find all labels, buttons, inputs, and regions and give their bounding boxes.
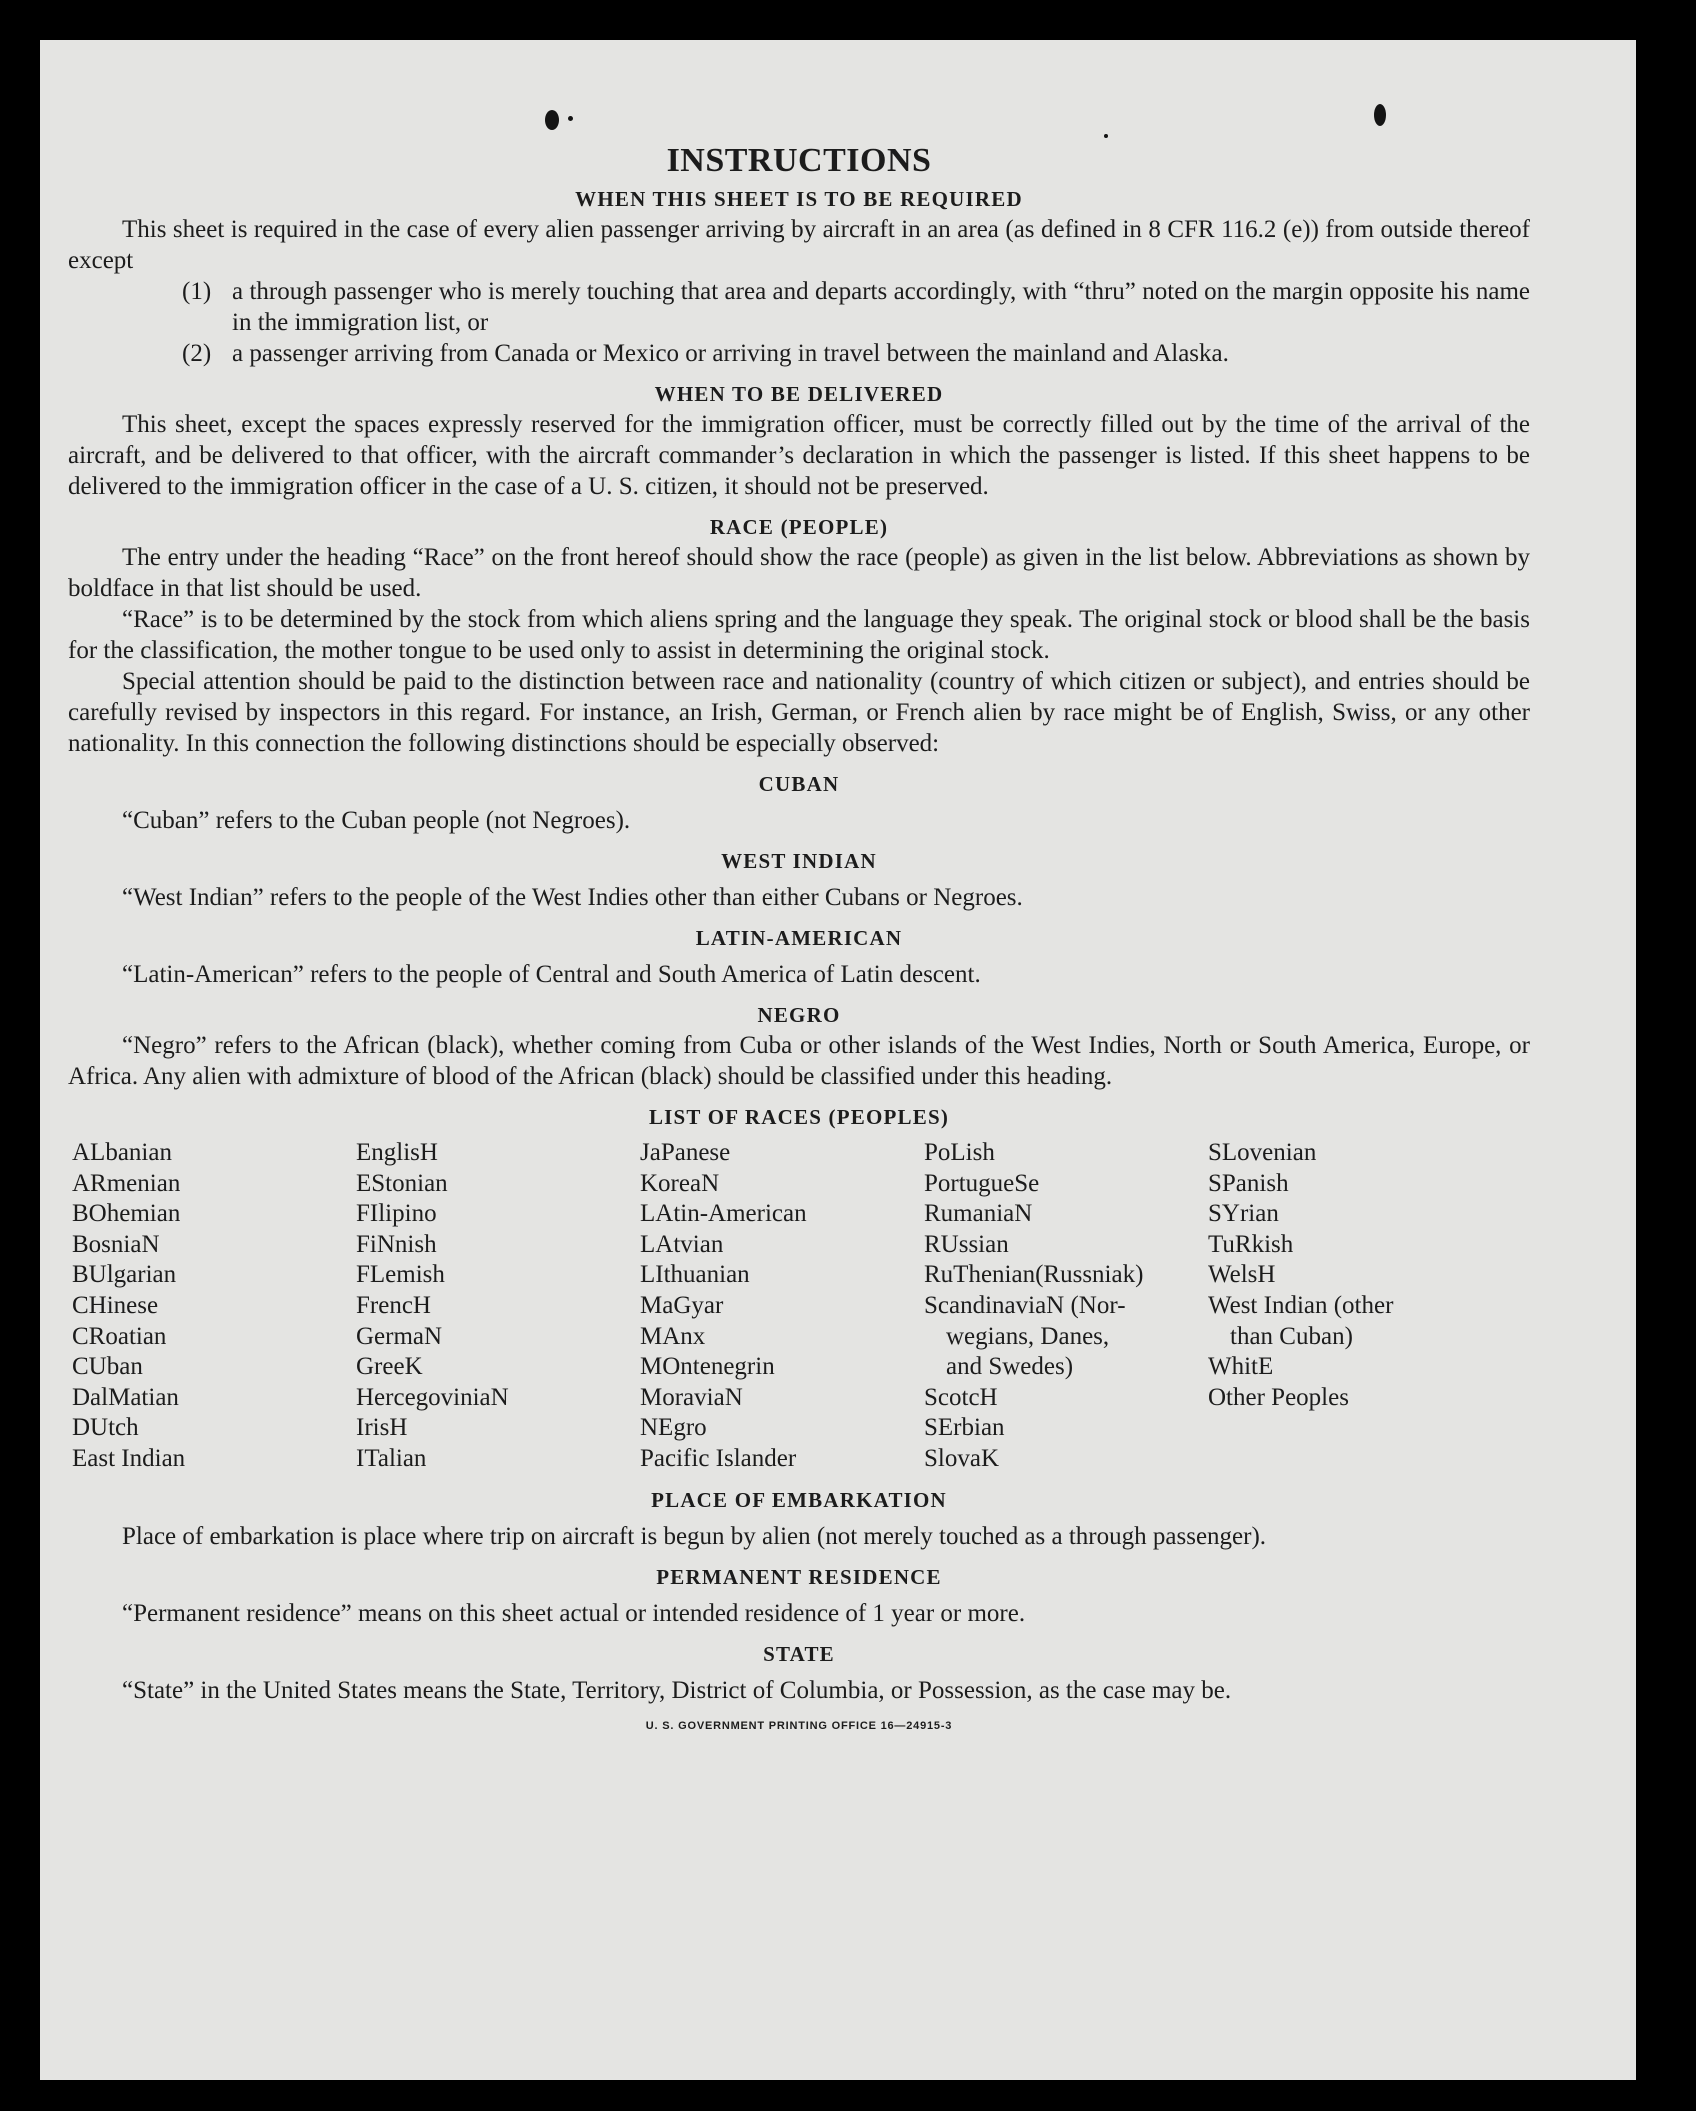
race-item: East Indian [72, 1444, 186, 1472]
race-item: SYrian [1208, 1200, 1279, 1228]
race-item: FLemish [356, 1261, 445, 1289]
race-item: EStonian [356, 1169, 448, 1197]
delivered-text: This sheet, except the spaces expressly reserved for the immigration officer, must be correctly filled out by the time of the arrival of the aircraft, and be delivered to that officer, with the aircraft commander’s declaration in which the passenger is listed. If this sheet happens to be delivered to the immigration officer in the case of a U. S. citizen, it should not be preserved. [68, 411, 1530, 500]
race-item: ScotcH [924, 1383, 998, 1411]
state-text: “State” in the United States means the State, Territory, District of Columbia, or Possession, as the case may be. [122, 1676, 1232, 1704]
race-item: SLovenian [1208, 1139, 1317, 1166]
race-item: MAnx [640, 1322, 706, 1350]
race-item: FrencH [356, 1291, 431, 1319]
race-item: MoraviaN [640, 1383, 743, 1411]
race-column [924, 1138, 1208, 1475]
race-paragraph: The entry under the heading “Race” on the front hereof should show the race (people) as given in the list below. Abbreviations as shown by boldface in that list should be used. [68, 544, 1530, 602]
cuban-text: “Cuban” refers to the Cuban people (not Negroes). [122, 807, 631, 834]
west-indian-text: “West Indian” refers to the people of the West Indies other than either Cubans or Negroes. [122, 884, 1023, 911]
race-item: GreeK [356, 1353, 423, 1381]
race-item: WhitE [1208, 1353, 1274, 1381]
race-item: RuThenian(Russniak) [924, 1261, 1144, 1289]
race-list [72, 1138, 1530, 1475]
race-item: LAtin-American [640, 1200, 807, 1228]
printer-imprint: U. S. GOVERNMENT PRINTING OFFICE 16—24915-3 [645, 1719, 953, 1732]
race-item: BosniaN [72, 1230, 160, 1258]
negro-text: “Negro” refers to the African (black), whether coming from Cuba or other islands of the West Indies, North or South America, Europe, or Africa. Any alien with admixture of blood of the African (black) should be classified under this heading. [68, 1032, 1530, 1090]
race-item: DalMatian [72, 1383, 179, 1411]
section-heading-list: LIST OF RACES (PEOPLES) [648, 1105, 950, 1129]
race-item: and Swedes) [946, 1353, 1074, 1381]
race-item: NEgro [640, 1414, 707, 1442]
residence-text: “Permanent residence” means on this sheet actual or intended residence of 1 year or more. [122, 1599, 1026, 1627]
section-heading-negro: NEGRO [757, 1003, 841, 1027]
race-item: IrisH [356, 1414, 408, 1442]
race-item: GermaN [356, 1322, 443, 1350]
embarkation-text: Place of embarkation is place where trip on aircraft is begun by alien (not merely touched as a through passenger). [122, 1522, 1267, 1550]
race-item: WelsH [1208, 1261, 1276, 1289]
race-item: ARmenian [72, 1169, 181, 1197]
section-heading-required: WHEN THIS SHEET IS TO BE REQUIRED [575, 187, 1023, 211]
race-item: BOhemian [72, 1200, 181, 1228]
race-item: JaPanese [640, 1139, 731, 1166]
section-heading-delivered: WHEN TO BE DELIVERED [654, 382, 944, 406]
race-item: BUlgarian [72, 1261, 177, 1289]
section-heading-residence: PERMANENT RESIDENCE [656, 1564, 942, 1589]
race-item: CHinese [72, 1291, 159, 1319]
race-item: ITalian [356, 1444, 427, 1472]
race-item: KoreaN [640, 1169, 720, 1197]
ink-dot-mark [568, 116, 573, 121]
exception-item: (2) a passenger arriving from Canada or Mexico or arriving in travel between the mainland and Alaska. [182, 340, 1229, 367]
race-paragraph: Special attention should be paid to the distinction between race and nationality (country of which citizen or subject), and entries should be carefully revised by inspectors in this regard. For instance, an Irish, German, or French alien by race might be of English, Swiss, or any other nationality. In this connection the following distinctions should be especially observed: [68, 668, 1530, 757]
latin-american-text: “Latin-American” refers to the people of Central and South America of Latin descent. [122, 961, 981, 988]
race-item: MOntenegrin [640, 1353, 775, 1381]
race-item: LAtvian [640, 1230, 724, 1258]
section-heading-west-indian: WEST INDIAN [721, 849, 877, 873]
race-item: RUssian [924, 1230, 1009, 1258]
race-item: West Indian (other [1208, 1291, 1394, 1319]
race-column [640, 1138, 924, 1475]
document-page [40, 40, 1636, 2080]
race-item: SlovaK [924, 1444, 999, 1472]
race-item: wegians, Danes, [946, 1322, 1110, 1350]
race-item: MaGyar [640, 1291, 724, 1319]
page-title: INSTRUCTIONS [666, 142, 932, 179]
race-item: Other Peoples [1208, 1383, 1349, 1411]
race-column [356, 1138, 640, 1475]
race-item: HercegoviniaN [356, 1383, 509, 1411]
race-paragraph: “Race” is to be determined by the stock from which aliens spring and the language they speak. The original stock or blood shall be the basis for the classification, the mother tongue to be used only to assist in determining the original stock. [68, 606, 1530, 664]
race-item: PoLish [924, 1139, 995, 1166]
race-item: than Cuban) [1230, 1322, 1353, 1350]
race-column [1208, 1138, 1498, 1475]
race-item: ScandinaviaN (Nor- [924, 1291, 1126, 1319]
instructions-content [68, 132, 1530, 1732]
race-item: SErbian [924, 1414, 1005, 1442]
race-item: PortugueSe [924, 1169, 1040, 1197]
exception-list [68, 276, 1530, 369]
race-item: FIlipino [356, 1200, 437, 1228]
race-item: CRoatian [72, 1322, 167, 1350]
ink-blot-mark [545, 110, 559, 130]
section-heading-race: RACE (PEOPLE) [709, 515, 889, 539]
required-intro: This sheet is required in the case of every alien passenger arriving by aircraft in an area (as defined in 8 CFR 116.2 (e)) from outside thereof except [68, 216, 1530, 274]
race-column [72, 1138, 356, 1475]
race-item: DUtch [72, 1414, 139, 1442]
race-item: RumaniaN [924, 1200, 1033, 1228]
race-item: FiNnish [356, 1230, 437, 1258]
section-heading-latin-american: LATIN-AMERICAN [695, 926, 903, 950]
race-item: LIthuanian [640, 1261, 750, 1289]
section-heading-embarkation: PLACE OF EMBARKATION [651, 1487, 947, 1512]
race-item: CUban [72, 1353, 143, 1381]
exception-item: (1) a through passenger who is merely touching that area and departs accordingly, with “thru” noted on the margin opposite his name in the immigration list, or [182, 278, 1530, 336]
race-item: SPanish [1208, 1169, 1289, 1197]
section-heading-state: STATE [763, 1641, 835, 1666]
race-item: TuRkish [1208, 1230, 1294, 1258]
race-item: Pacific Islander [640, 1444, 797, 1472]
ink-blot-mark [1374, 104, 1386, 126]
race-item: ALbanian [72, 1139, 172, 1166]
race-item: EnglisH [356, 1139, 438, 1166]
section-heading-cuban: CUBAN [758, 772, 840, 796]
